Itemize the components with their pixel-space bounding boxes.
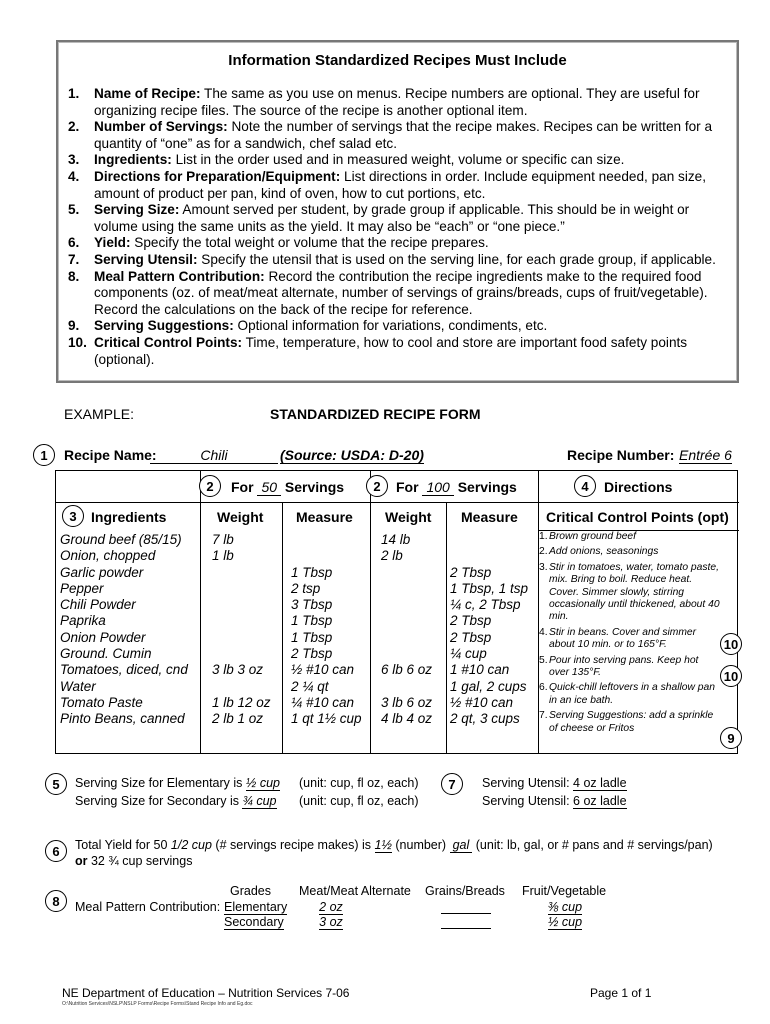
servings-label: Servings xyxy=(284,479,345,495)
info-item-label: Serving Size: xyxy=(94,202,180,218)
recipe-number-label: Recipe Number: xyxy=(567,447,675,463)
yield-unit-note: (unit: lb, gal, or # pans and # servings/pan) xyxy=(475,838,713,852)
info-item xyxy=(68,252,733,269)
mp-secondary-meat-value: 3 oz xyxy=(319,915,343,929)
direction-text: Stir in beans. Cover and simmer about 10 min. or to 165°F. xyxy=(549,626,697,651)
measure-50-cell: 2 Tbsp xyxy=(291,646,333,662)
example-label: EXAMPLE: xyxy=(64,406,135,422)
measure-50-cell: 3 Tbsp xyxy=(291,597,333,613)
serving-size-sec-label: Serving Size for Secondary is xyxy=(75,794,239,808)
yield-mid: (# servings recipe makes) is xyxy=(215,838,372,852)
direction-text: Stir in tomatoes, water, tomato paste, mix. Bring to boil. Reduce heat. Cover. Simmer slowly, stirring occasionally until thickened, about 40 min. xyxy=(549,561,720,623)
marker-6: 6 xyxy=(45,840,67,862)
recipe-source: (Source: USDA: D-20) xyxy=(280,447,424,463)
weight-50-column xyxy=(212,532,271,728)
info-item-text: The same as you use on menus. Recipe numbers are optional. They are useful for organizing recipe files. The source of the recipe is another optional item. xyxy=(94,86,700,118)
info-item-label: Serving Utensil: xyxy=(94,251,198,267)
weight-100-cell: 2 lb xyxy=(381,548,403,564)
info-item xyxy=(68,235,733,252)
measure-50-column xyxy=(291,532,362,728)
weight-50-cell xyxy=(212,597,271,613)
direction-item xyxy=(539,682,721,707)
direction-text: Brown ground beef xyxy=(549,531,637,542)
direction-item xyxy=(539,655,721,680)
weight-50-cell: 2 lb 1 oz xyxy=(212,711,264,727)
info-item-label: Serving Suggestions: xyxy=(94,318,234,334)
info-item xyxy=(68,202,733,235)
info-item-text: Specify the total weight or volume that the recipe prepares. xyxy=(134,235,489,251)
weight-100-cell xyxy=(381,565,432,581)
measure-100-cell: ¼ cup xyxy=(450,646,487,662)
marker-3: 3 xyxy=(62,505,84,527)
ingredient-cell: Tomatoes, diced, cnd xyxy=(60,662,188,678)
marker-10b: 10 xyxy=(720,665,742,687)
utensil-label: Serving Utensil: xyxy=(482,776,570,790)
table-divider xyxy=(200,471,201,753)
marker-2: 2 xyxy=(199,475,221,497)
mp-secondary-fruit-value: ½ cup xyxy=(547,915,583,929)
weight-100-cell xyxy=(381,646,432,662)
ingredients-column xyxy=(60,532,188,728)
measure-50-cell: ½ #10 can xyxy=(291,662,355,678)
mp-header-grains: Grains/Breads xyxy=(425,884,505,898)
utensil-elem-value: 4 oz ladle xyxy=(573,776,627,790)
servings-50-header xyxy=(231,479,344,495)
info-item-text: Time, temperature, how to cool and store are important food safety points (optional). xyxy=(94,334,688,367)
weight-100-cell: 3 lb 6 oz xyxy=(381,694,433,710)
measure-100-cell: ½ #10 can xyxy=(450,694,514,710)
mp-header-grades: Grades xyxy=(230,884,271,898)
measure-100-cell: 1 #10 can xyxy=(450,662,510,678)
info-item xyxy=(68,269,733,319)
weight-50-cell: 7 lb xyxy=(212,532,234,547)
recipe-name-value: Chili xyxy=(150,447,278,464)
servings-100-value: 100 xyxy=(422,479,453,496)
weight-50-cell xyxy=(212,581,271,597)
yield-alt-suffix: servings xyxy=(145,854,193,868)
utensil-sec-value: 6 oz ladle xyxy=(573,794,627,808)
ingredient-cell: Onion, chopped xyxy=(60,548,156,564)
for-label: For xyxy=(396,479,419,495)
mp-secondary-grains-blank xyxy=(441,928,491,929)
info-item-label: Name of Recipe: xyxy=(94,86,201,101)
table-divider xyxy=(282,502,283,753)
yield-line-2 xyxy=(75,854,192,868)
direction-item xyxy=(539,562,721,624)
mp-elementary-fruit-value: ⅜ cup xyxy=(547,900,583,914)
weight-50-cell: 3 lb 3 oz xyxy=(212,662,264,678)
yield-prefix: Total Yield for 50 xyxy=(75,838,168,852)
weight-100-cell xyxy=(381,581,432,597)
ingredient-cell: Chili Powder xyxy=(60,597,136,613)
info-item-text: Specify the utensil that is used on the serving line, for each grade group, if applicable. xyxy=(201,251,716,267)
table-divider xyxy=(370,471,371,753)
yield-or: or xyxy=(75,854,88,868)
yield-line-1 xyxy=(75,838,713,852)
measure-50-cell: 1 Tbsp xyxy=(291,629,333,645)
direction-text: Serving Suggestions: add a sprinkle of cheese or Fritos xyxy=(549,710,714,734)
ingredient-cell: Pepper xyxy=(60,580,104,596)
page-number: Page 1 of 1 xyxy=(590,986,652,1000)
marker-2b: 2 xyxy=(366,475,388,497)
mp-elementary-grade: Elementary xyxy=(224,900,288,914)
info-item-number: 10. xyxy=(68,334,87,350)
measure-50-cell: 1 Tbsp xyxy=(291,613,333,629)
ingredient-cell: Ground beef (85/15) xyxy=(60,532,182,547)
info-list xyxy=(68,86,733,368)
measure-100-cell: ¼ c, 2 Tbsp xyxy=(450,597,521,613)
info-item-text: List in the order used and in measured weight, volume or specific can size. xyxy=(175,152,625,168)
utensil-label: Serving Utensil: xyxy=(482,794,570,808)
servings-50-value: 50 xyxy=(257,479,281,496)
marker-9: 9 xyxy=(720,727,742,749)
measure-100-cell: 1 gal, 2 cups xyxy=(450,678,527,694)
ingredient-cell: Garlic powder xyxy=(60,564,144,580)
yield-portion: 1/2 cup xyxy=(170,838,212,852)
marker-5: 5 xyxy=(45,773,67,795)
serving-size-unit-note-1: (unit: cup, fl oz, each) xyxy=(299,776,419,790)
serving-size-secondary xyxy=(75,794,277,808)
measure-50-header: Measure xyxy=(296,509,353,525)
weight-100-column xyxy=(381,532,432,728)
info-item xyxy=(68,169,733,202)
measure-50-cell xyxy=(291,548,362,564)
info-item-number: 7. xyxy=(68,251,80,267)
measure-100-cell: 2 qt, 3 cups xyxy=(450,711,520,727)
table-divider xyxy=(56,502,739,503)
serving-size-elem-label: Serving Size for Elementary is xyxy=(75,776,243,790)
direction-text: Add onions, seasonings xyxy=(549,546,659,558)
ingredient-cell: Paprika xyxy=(60,613,106,629)
ingredient-cell: Ground. Cumin xyxy=(60,646,152,662)
info-item-number: 2. xyxy=(68,119,80,135)
recipe-name-label: Recipe Name: xyxy=(64,447,157,463)
for-label: For xyxy=(231,479,254,495)
weight-100-cell: 6 lb 6 oz xyxy=(381,662,433,678)
info-title: Information Standardized Recipes Must Include xyxy=(228,52,567,69)
mp-header-fruit: Fruit/Vegetable xyxy=(522,884,607,898)
yield-unit: gal xyxy=(450,838,473,853)
measure-50-cell: 2 ¼ qt xyxy=(291,678,329,694)
mp-secondary-grade: Secondary xyxy=(224,915,284,929)
weight-50-cell xyxy=(212,565,271,581)
direction-item xyxy=(539,627,721,652)
measure-100-cell: 2 Tbsp xyxy=(450,564,492,580)
info-item xyxy=(68,335,733,368)
mp-label: Meal Pattern Contribution: xyxy=(75,900,221,914)
servings-label: Servings xyxy=(457,479,517,495)
weight-50-cell xyxy=(212,646,271,662)
direction-text: Quick-chill leftovers in a shallow pan in an ice bath. xyxy=(549,682,715,706)
info-item-number: 5. xyxy=(68,202,80,218)
direction-number: 4. xyxy=(539,626,548,638)
info-item-text: Record the contribution the recipe ingredients make to the required food components (oz. of meat/meat alternate, number of servings of grains/breads, cups of fruit/vegetable). Record the calculations on the back of the recipe for reference. xyxy=(94,268,708,317)
table-divider xyxy=(446,502,447,753)
info-item-text: Amount served per student, by grade group if applicable. This should be in weight or volume using the same units as the yield. It may also be “each” or “one piece.” xyxy=(94,202,690,234)
measure-100-cell: 2 Tbsp xyxy=(450,613,492,629)
weight-100-cell xyxy=(381,597,432,613)
recipe-number-value: Entrée 6 xyxy=(679,447,732,463)
ingredient-cell: Water xyxy=(60,678,96,694)
marker-4: 4 xyxy=(574,475,596,497)
info-item-label: Number of Servings: xyxy=(94,119,228,135)
measure-50-cell: 1 qt 1½ cup xyxy=(291,711,362,727)
info-item xyxy=(68,318,733,335)
servings-100-header xyxy=(396,479,517,495)
mp-header-meat: Meat/Meat Alternate xyxy=(299,884,411,898)
info-item-text: Optional information for variations, condiments, etc. xyxy=(237,318,548,334)
direction-number: 5. xyxy=(539,654,548,666)
mp-secondary-fruit xyxy=(527,915,603,929)
weight-50-cell xyxy=(212,679,271,695)
serving-size-elem-value: ½ cup xyxy=(245,776,280,790)
measure-100-column xyxy=(450,532,528,728)
info-item-number: 6. xyxy=(68,235,80,251)
mp-elementary-meat-value: 2 oz xyxy=(319,900,343,914)
info-item-number: 9. xyxy=(68,318,80,334)
info-item-label: Ingredients: xyxy=(94,152,172,168)
serving-size-elementary xyxy=(75,776,280,790)
direction-item xyxy=(539,546,721,558)
utensil-secondary xyxy=(482,794,627,808)
serving-size-unit-note-2: (unit: cup, fl oz, each) xyxy=(299,794,419,808)
yield-number-note: (number) xyxy=(395,838,447,852)
mp-elementary-meat xyxy=(297,900,365,914)
info-item-label: Yield: xyxy=(94,235,131,251)
directions-list xyxy=(539,531,721,738)
mp-elementary-fruit xyxy=(527,900,603,914)
direction-text: Pour into serving pans. Keep hot over 135°F. xyxy=(549,654,699,679)
info-item-label: Critical Control Points: xyxy=(94,334,243,350)
measure-50-cell: 2 tsp xyxy=(291,580,321,596)
measure-100-cell: 1 Tbsp, 1 tsp xyxy=(450,580,529,596)
marker-8: 8 xyxy=(45,890,67,912)
weight-50-cell: 1 lb xyxy=(212,548,234,564)
weight-100-cell: 14 lb xyxy=(381,532,411,547)
info-item-number: 8. xyxy=(68,268,80,284)
direction-item xyxy=(539,710,721,735)
info-item-number: 3. xyxy=(68,152,80,168)
direction-number: 1. xyxy=(539,531,548,542)
serving-size-sec-value: ¾ cup xyxy=(242,794,277,808)
utensil-elementary xyxy=(482,776,627,790)
mp-elementary-grains-blank xyxy=(441,913,491,914)
direction-number: 7. xyxy=(539,710,548,722)
info-item xyxy=(68,152,733,169)
yield-number: 1½ xyxy=(374,838,392,852)
marker-10a: 10 xyxy=(720,633,742,655)
info-item xyxy=(68,119,733,152)
form-title: STANDARDIZED RECIPE FORM xyxy=(270,406,481,422)
info-box xyxy=(56,40,739,383)
weight-50-header: Weight xyxy=(217,509,264,525)
directions-header: Directions xyxy=(604,479,673,495)
info-item-text: List directions in order. Include equipment needed, pan size, amount of product per pan, kind of oven, how to cut portions, etc. xyxy=(94,168,706,201)
weight-50-cell: 1 lb 12 oz xyxy=(212,694,271,710)
direction-item xyxy=(539,531,721,543)
measure-50-cell xyxy=(291,532,362,548)
recipe-table xyxy=(55,470,738,754)
marker-7: 7 xyxy=(441,773,463,795)
weight-100-cell xyxy=(381,613,432,629)
info-item-text: Note the number of servings that the recipe makes. Recipes can be written for a quantity of “one” as for a sandwich, chef salad etc. xyxy=(94,119,713,151)
ingredient-cell: Tomato Paste xyxy=(60,694,143,710)
ccp-header: Critical Control Points (opt) xyxy=(546,509,729,525)
weight-100-cell xyxy=(381,679,432,695)
measure-100-cell: 2 Tbsp xyxy=(450,629,492,645)
ingredient-cell: Onion Powder xyxy=(60,629,146,645)
yield-alt: 32 ¾ cup xyxy=(90,854,143,868)
direction-number: 6. xyxy=(539,682,548,694)
direction-number: 2. xyxy=(539,546,548,558)
info-item xyxy=(68,86,733,119)
marker-1: 1 xyxy=(33,444,55,466)
weight-50-cell xyxy=(212,630,271,646)
mp-secondary-meat xyxy=(297,915,365,929)
measure-100-cell xyxy=(450,532,528,548)
info-item-number: 1. xyxy=(68,86,80,101)
measure-50-cell: ¼ #10 can xyxy=(291,694,355,710)
info-item-number: 4. xyxy=(68,168,80,184)
measure-100-header: Measure xyxy=(461,509,518,525)
footer-path: O:\Nutrition Services\NSLP\NSLP Forms\Recipe Forms\Stand Recipe Info and Eg.doc xyxy=(62,1001,253,1007)
weight-100-cell: 4 lb 4 oz xyxy=(381,711,433,727)
direction-number: 3. xyxy=(539,561,548,573)
measure-100-cell xyxy=(450,548,528,564)
weight-50-cell xyxy=(212,613,271,629)
weight-100-cell xyxy=(381,630,432,646)
ingredient-cell: Pinto Beans, canned xyxy=(60,711,185,727)
measure-50-cell: 1 Tbsp xyxy=(291,564,333,580)
ingredients-header: Ingredients xyxy=(91,509,167,525)
info-item-label: Meal Pattern Contribution: xyxy=(94,268,265,284)
info-item-label: Directions for Preparation/Equipment: xyxy=(94,168,341,184)
weight-100-header: Weight xyxy=(385,509,432,525)
footer-text: NE Department of Education – Nutrition Services 7-06 xyxy=(62,986,350,1000)
